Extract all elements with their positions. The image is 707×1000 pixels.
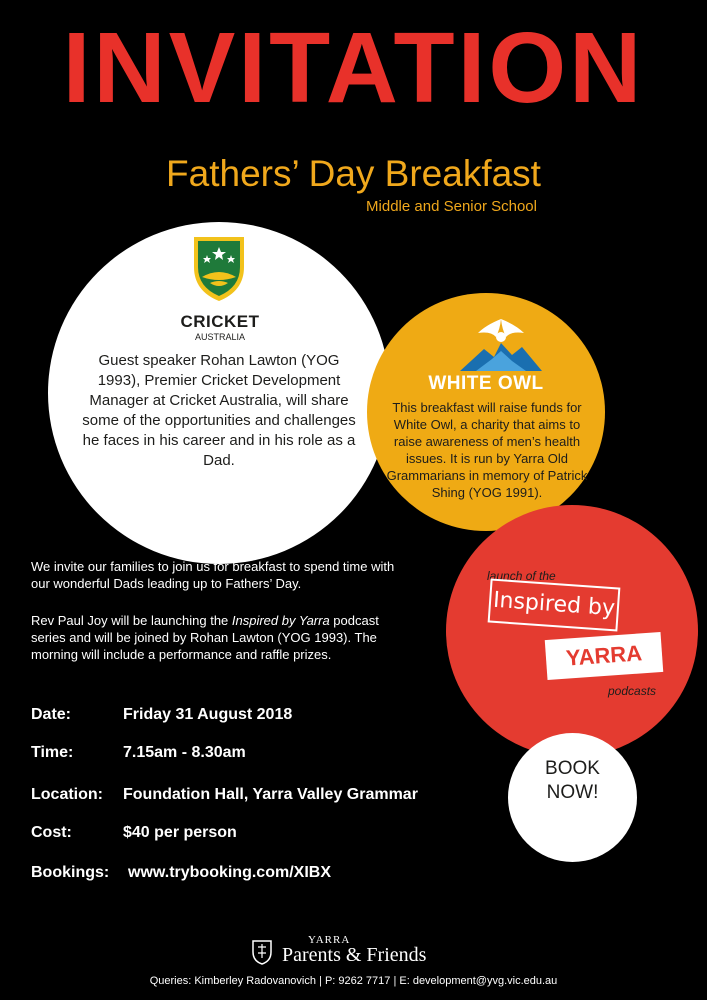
podcast-launch-text: launch of the [487, 569, 556, 583]
date-value: Friday 31 August 2018 [123, 706, 293, 723]
intro-paragraph-1: We invite our families to join us for breakfast to spend time with our wonderful Dads leading up to Fathers’ Day. [31, 559, 395, 591]
location-value: Foundation Hall, Yarra Valley Grammar [123, 786, 418, 803]
white-owl-logo-name: WHITE OWL [428, 373, 544, 394]
bookings-link[interactable]: www.trybooking.com/XIBX [128, 864, 331, 881]
intro-paragraph-2 [31, 612, 411, 663]
guest-speaker-text: Guest speaker Rohan Lawton (YOG 1993), Premier Cricket Development Manager at Cricket Australia, will share some of the opportunities and challenges he faces in his career and in his role as a Dad. [82, 352, 356, 469]
bookings-label: Bookings: [31, 864, 110, 881]
invitation-title: INVITATION [62, 12, 645, 124]
cost-label: Cost: [31, 824, 72, 841]
cricket-logo-sub: AUSTRALIA [194, 332, 245, 342]
book-now-label[interactable] [508, 757, 637, 805]
time-label: Time: [31, 744, 74, 761]
para2-post: podcast series and will be joined by Rohan Lawton (YOG 1993). The morning will include a performance and raffle prizes. [31, 613, 379, 662]
time-value: 7.15am - 8.30am [123, 744, 246, 761]
inspired-by-label: Inspired by [488, 579, 621, 632]
book-now-line2: NOW! [546, 782, 599, 803]
para2-pre: Rev Paul Joy will be launching the [31, 613, 232, 628]
event-name: Fathers’ Day Breakfast [166, 153, 541, 194]
cost-value: $40 per person [123, 824, 237, 841]
para2-italic: Inspired by Yarra [231, 613, 330, 628]
footer-org-name: Parents & Friends [282, 944, 427, 966]
book-now-line1: BOOK [545, 758, 600, 779]
yarra-label: YARRA [545, 632, 664, 680]
white-owl-text: This breakfast will raise funds for White Owl, a charity that aims to raise awareness of men’s health issues. It is run by Yarra Old Grammarians in memory of Patrick Shing (YOG 1991). [386, 400, 588, 500]
podcasts-text: podcasts [608, 684, 657, 698]
location-label: Location: [31, 786, 103, 803]
date-label: Date: [31, 706, 72, 723]
cricket-australia-shield-icon [190, 233, 248, 303]
yarra-crest-icon [250, 938, 274, 966]
footer-queries: Queries: Kimberley Radovanovich | P: 9262 7717 | E: development@yvg.vic.edu.au [149, 975, 558, 987]
footer-org-top: YARRA [308, 934, 351, 946]
white-owl-logo-icon [456, 315, 546, 373]
cricket-logo-name: CRICKET [180, 312, 260, 331]
event-subtitle: Middle and Senior School [366, 198, 537, 215]
